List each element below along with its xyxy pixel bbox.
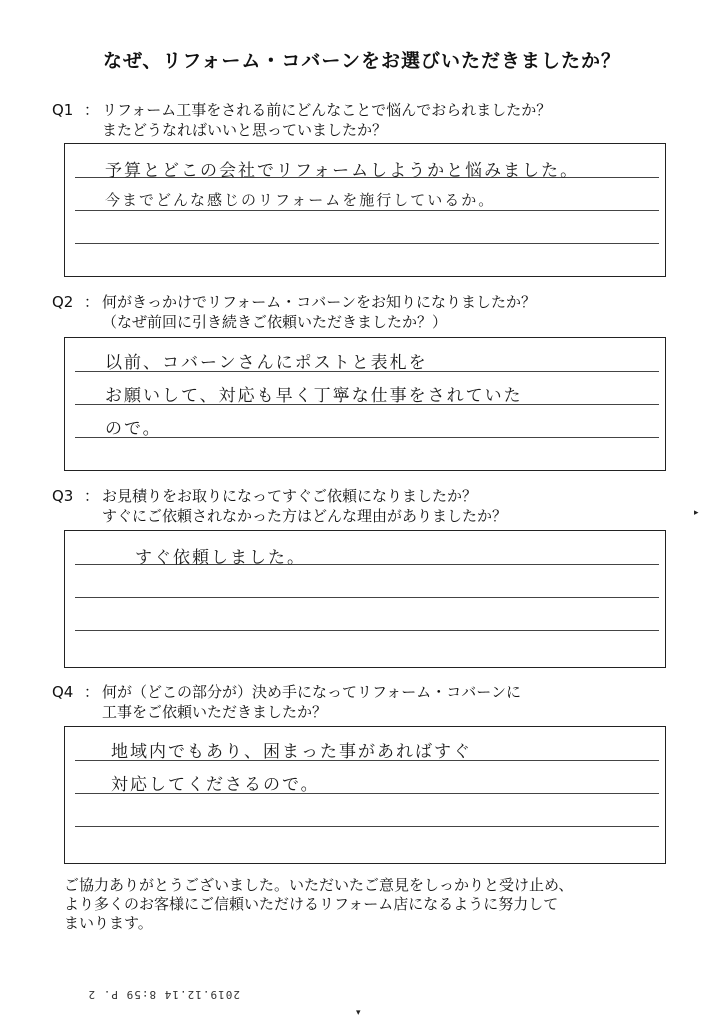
question-separator: ：	[84, 101, 100, 119]
question-separator: ：	[84, 293, 100, 311]
handwritten-answer: すぐ依頼しました。	[135, 548, 306, 568]
handwritten-answer: ので。	[105, 419, 162, 439]
answer-box-2	[64, 337, 666, 471]
fax-header-upside-down: 2019.12.14 8:59 P. 2	[87, 988, 240, 1001]
closing-line: より多くのお客様にご信頼いただけるリフォーム店になるように努力して	[64, 895, 559, 913]
question-number: Q4	[52, 683, 74, 701]
question-2	[52, 292, 536, 332]
answer-rule	[75, 437, 659, 438]
question-1	[52, 100, 551, 140]
question-text: 何がきっかけでリフォーム・コバーンをお知りになりましたか？	[102, 293, 536, 311]
question-3	[52, 486, 507, 526]
closing-message	[64, 876, 684, 933]
answer-box-3	[64, 530, 666, 668]
question-text: お見積りをお取りになってすぐご依頼になりましたか？	[102, 487, 478, 505]
question-text-line2: またどうなればいいと思っていましたか？	[102, 121, 388, 139]
handwritten-answer: 以前、コバーンさんにポストと表札を	[105, 353, 428, 373]
handwritten-answer: 対応してくださるので。	[111, 775, 320, 795]
bottom-arrow-icon: ▾	[356, 1008, 361, 1018]
closing-line: まいります。	[64, 914, 153, 932]
answer-rule	[75, 210, 659, 211]
question-text-line2: すぐにご依頼されなかった方はどんな理由がありましたか？	[102, 507, 508, 525]
question-number: Q1	[52, 101, 74, 119]
handwritten-answer: 地域内でもあり、困まった事があればすぐ	[111, 742, 472, 762]
handwritten-answer: 予算とどこの会社でリフォームしようかと悩みました。	[105, 161, 580, 181]
question-separator: ：	[84, 487, 100, 505]
answer-rule	[75, 826, 659, 827]
answer-rule	[75, 243, 659, 244]
answer-rule	[75, 597, 659, 598]
question-text-line2: 工事をご依頼いただきましたか？	[102, 703, 328, 721]
answer-rule	[75, 630, 659, 631]
question-number: Q2	[52, 293, 74, 311]
question-text: 何が（どこの部分が）決め手になってリフォーム・コバーンに	[102, 683, 521, 701]
question-number: Q3	[52, 487, 74, 505]
closing-line: ご協力ありがとうございました。いただいたご意見をしっかりと受け止め、	[64, 876, 574, 894]
handwritten-answer: 今までどんな感じのリフォームを施行しているか。	[105, 191, 496, 209]
question-text-line2: （なぜ前回に引き続きご依頼いただきましたか？）	[102, 313, 448, 331]
question-4	[52, 682, 521, 722]
page-title: なぜ、リフォーム・コバーンをお選びいただきましたか？	[102, 50, 622, 72]
answer-box-1	[64, 143, 666, 277]
answer-box-4	[64, 726, 666, 864]
handwritten-answer: お願いして、対応も早く丁寧な仕事をされていた	[105, 386, 523, 406]
question-text: リフォーム工事をされる前にどんなことで悩んでおられましたか？	[102, 101, 552, 119]
question-separator: ：	[84, 683, 100, 701]
side-arrow-icon: ▸	[694, 508, 699, 518]
